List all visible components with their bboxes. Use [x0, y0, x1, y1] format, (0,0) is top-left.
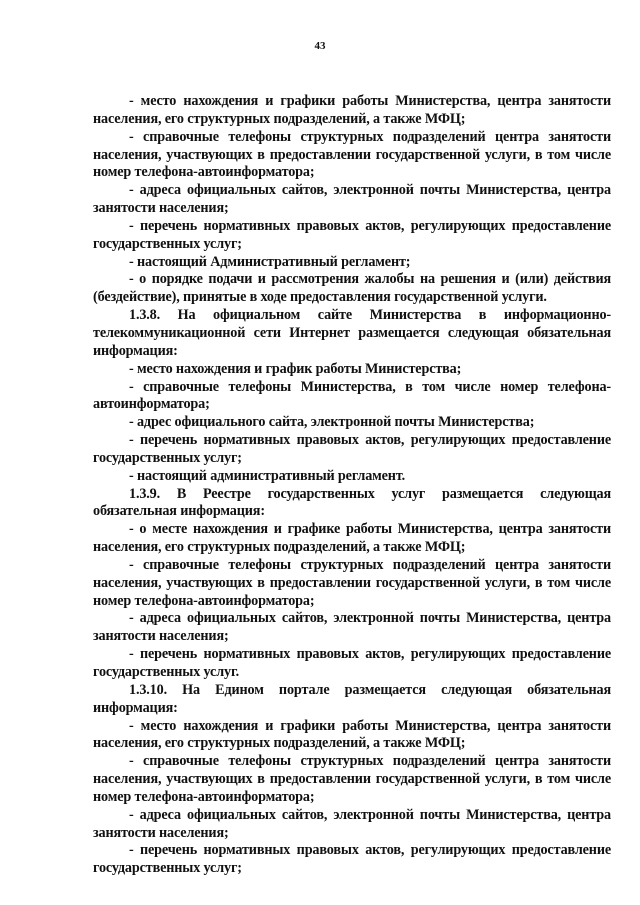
paragraph: - место нахождения и графики работы Министерства, центра занятости населения, его структурных подразделений, а также МФЦ; [93, 717, 611, 752]
page-number: 43 [314, 40, 326, 52]
paragraph: - настоящий Административный регламент; [129, 253, 411, 270]
paragraph: - справочные телефоны структурных подразделений центра занятости населения, участвующих в предоставлении государственной услуги, в том числе номер телефона-автоинформатора; [93, 128, 611, 181]
paragraph: - перечень нормативных правовых актов, регулирующих предоставление государственных услуг; [93, 432, 611, 466]
paragraph: - адреса официальных сайтов, электронной почты Министерства, центра занятости населения; [93, 182, 611, 217]
paragraph: - справочные телефоны структурных подразделений центра занятости населения, участвующих в предоставлении государственной услуги, в том числе номер телефона-автоинформатора; [93, 556, 611, 609]
paragraph: - адрес официального сайта, электронной почты Министерства; [129, 414, 535, 431]
paragraph: - перечень нормативных правовых актов, регулирующих предоставление государственных услуг; [93, 217, 611, 252]
paragraph: - справочные телефоны структурных подразделений центра занятости населения, участвующих в предоставлении государственной услуги, в том числе номер телефона-автоинформатора; [93, 753, 611, 805]
paragraph: - перечень нормативных правовых актов, регулирующих предоставление государственных услуг. [93, 646, 611, 680]
paragraph: - адреса официальных сайтов, электронной почты Министерства, центра занятости населения; [93, 806, 611, 841]
document-body [93, 93, 611, 878]
paragraph: - перечень нормативных правовых актов, регулирующих предоставление государственных услуг; [93, 842, 611, 877]
paragraph: - место нахождения и график работы Министерства; [129, 360, 462, 377]
paragraph: - настоящий административный регламент. [129, 467, 405, 484]
paragraph: - место нахождения и графики работы Министерства, центра занятости населения, его структурных подразделений, а также МФЦ; [93, 93, 611, 127]
section-paragraph: 1.3.10. На Едином портале размещается следующая обязательная информация: [93, 681, 611, 716]
paragraph: - адреса официальных сайтов, электронной почты Министерства, центра занятости населения; [93, 610, 611, 645]
section-paragraph: 1.3.8. На официальном сайте Министерства в информационно-телекоммуникационной сети Интернет размещается следующая обязательная информация: [93, 307, 611, 359]
paragraph: - о порядке подачи и рассмотрения жалобы на решения и (или) действия (бездействие), принятые в ходе предоставления государственной услуги. [93, 271, 611, 306]
paragraph: - справочные телефоны Министерства, в том числе номер телефона-автоинформатора; [93, 378, 611, 413]
section-paragraph: 1.3.9. В Реестре государственных услуг размещается следующая обязательная информация: [93, 485, 611, 520]
paragraph: - о месте нахождения и графике работы Министерства, центра занятости населения, его структурных подразделений, а также МФЦ; [93, 521, 611, 556]
